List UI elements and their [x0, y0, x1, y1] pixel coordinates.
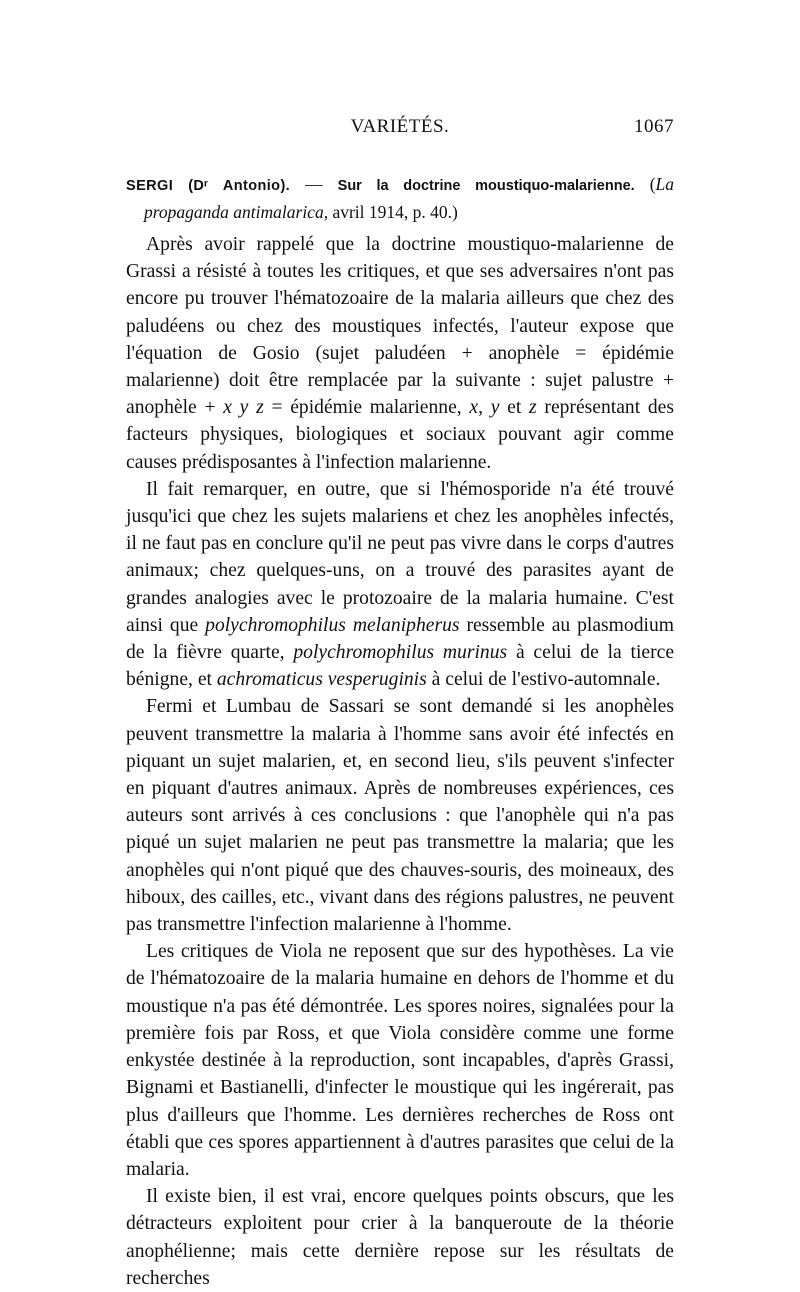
text-run: ressemble au plasmodium de la fièvre quarte,: [126, 614, 674, 664]
page-header: [126, 116, 674, 146]
text-run: Fermi et Lumbau de Sassari se sont demandé si les anophèles peuvent transmettre la malaria à l'homme sans avoir été infectés en piquant un sujet malarien, et, en second lieu, s'ils peuvent s'infecter en piquant d'autres animaux. Après de nombreuses expériences, ces auteurs sont arrivés à ces conclusions : que l'anophèle qui n'a pas piqué un sujet malarien ne peut pas transmettre la malaria; que les anophèles qui n'ont piqué que des chauves-souris, des moineaux, des hiboux, des cailles, etc., vivant dans des régions palustres, ne peuvent pas transmettre l'infection malarienne à l'homme.: [126, 696, 674, 936]
paragraph: [126, 231, 674, 476]
italic-term: z: [529, 397, 537, 419]
reference-date: avril 1914, p. 40.): [328, 202, 458, 222]
reference-title: Sur la doctrine moustiquo-malarienne.: [337, 178, 635, 194]
text-run: à celui de l'estivo-automnale.: [426, 669, 661, 691]
reference-source: La propaganda antimalarica,: [144, 174, 675, 222]
italic-term: polychromophilus melanipherus: [205, 614, 460, 636]
paragraph: [126, 693, 674, 938]
text-run: Les critiques de Viola ne reposent que sur des hypothèses. La vie de l'hématozoaire de la malaria humaine en dehors de l'homme et du moustique n'a pas été démontrée. Les spores noires, signalées pour la première fois par Ross, et que Viola considère comme une forme enkystée destinée à la reproduction, sont incapables, d'après Grassi, Bignami et Bastianelli, d'infecter le moustique qui les ingérerait, pas plus d'ailleurs que l'homme. Les dernières recherches de Ross ont établi que ces spores appartiennent à d'autres parasites que celui de la malaria.: [126, 941, 674, 1180]
text-run: = épidémie malarienne,: [263, 397, 470, 419]
paragraph: [126, 1183, 674, 1292]
bibliographic-reference: [126, 171, 674, 225]
running-head: VARIÉTÉS.: [350, 116, 450, 137]
italic-term: y: [490, 397, 500, 419]
reference-open-paren: (: [634, 174, 656, 194]
text-run: à celui de la tierce bénigne, et: [126, 642, 675, 691]
italic-term: x y z: [223, 397, 264, 419]
paragraph: [126, 938, 674, 1183]
paragraph: [126, 476, 674, 694]
text-run: ,: [478, 397, 491, 419]
italic-term: achromaticus vesperuginis: [216, 669, 427, 691]
text-run: représentant des facteurs physiques, biologiques et sociaux pouvant agir comme causes prédisposantes à l'infection malarienne.: [126, 397, 674, 473]
text-run: Il fait remarquer, en outre, que si l'hémosporide n'a été trouvé jusqu'ici que chez les sujets malariens et chez les anophèles infectés, il ne faut pas en conclure qu'il ne peut pas vivre dans le corps d'autres animaux; chez quelques-uns, on a trouvé des parasites ayant de grandes analogies avec le protozoaire de la malaria humaine. C'est ainsi que: [126, 478, 674, 636]
reference-dash: —: [290, 174, 338, 194]
italic-term: polychromophilus murinus: [293, 642, 508, 664]
italic-term: x: [469, 397, 479, 419]
text-run: Après avoir rappelé que la doctrine moustiquo-malarienne de Grassi a résisté à toutes les critiques, et que ses adversaires n'ont pas encore pu trouver l'hématozoaire de la malaria ailleurs que chez des paludéens ou chez des moustiques infectés, l'auteur expose que l'équation de Gosio (sujet paludéen + anophèle = épidémie malarienne) doit être remplacée par la suivante : sujet palustre + anophèle +: [126, 234, 674, 419]
page-number: 1067: [634, 116, 674, 137]
text-run: et: [499, 397, 530, 419]
text-run: Il existe bien, il est vrai, encore quelques points obscurs, que les détracteurs exploitent pour crier à la banqueroute de la théorie anophélienne; mais cette dernière repose sur les résultats de recherches: [126, 1186, 674, 1289]
reference-author: SERGI (Dʳ Antonio).: [126, 178, 291, 194]
article-body: [126, 171, 674, 1292]
